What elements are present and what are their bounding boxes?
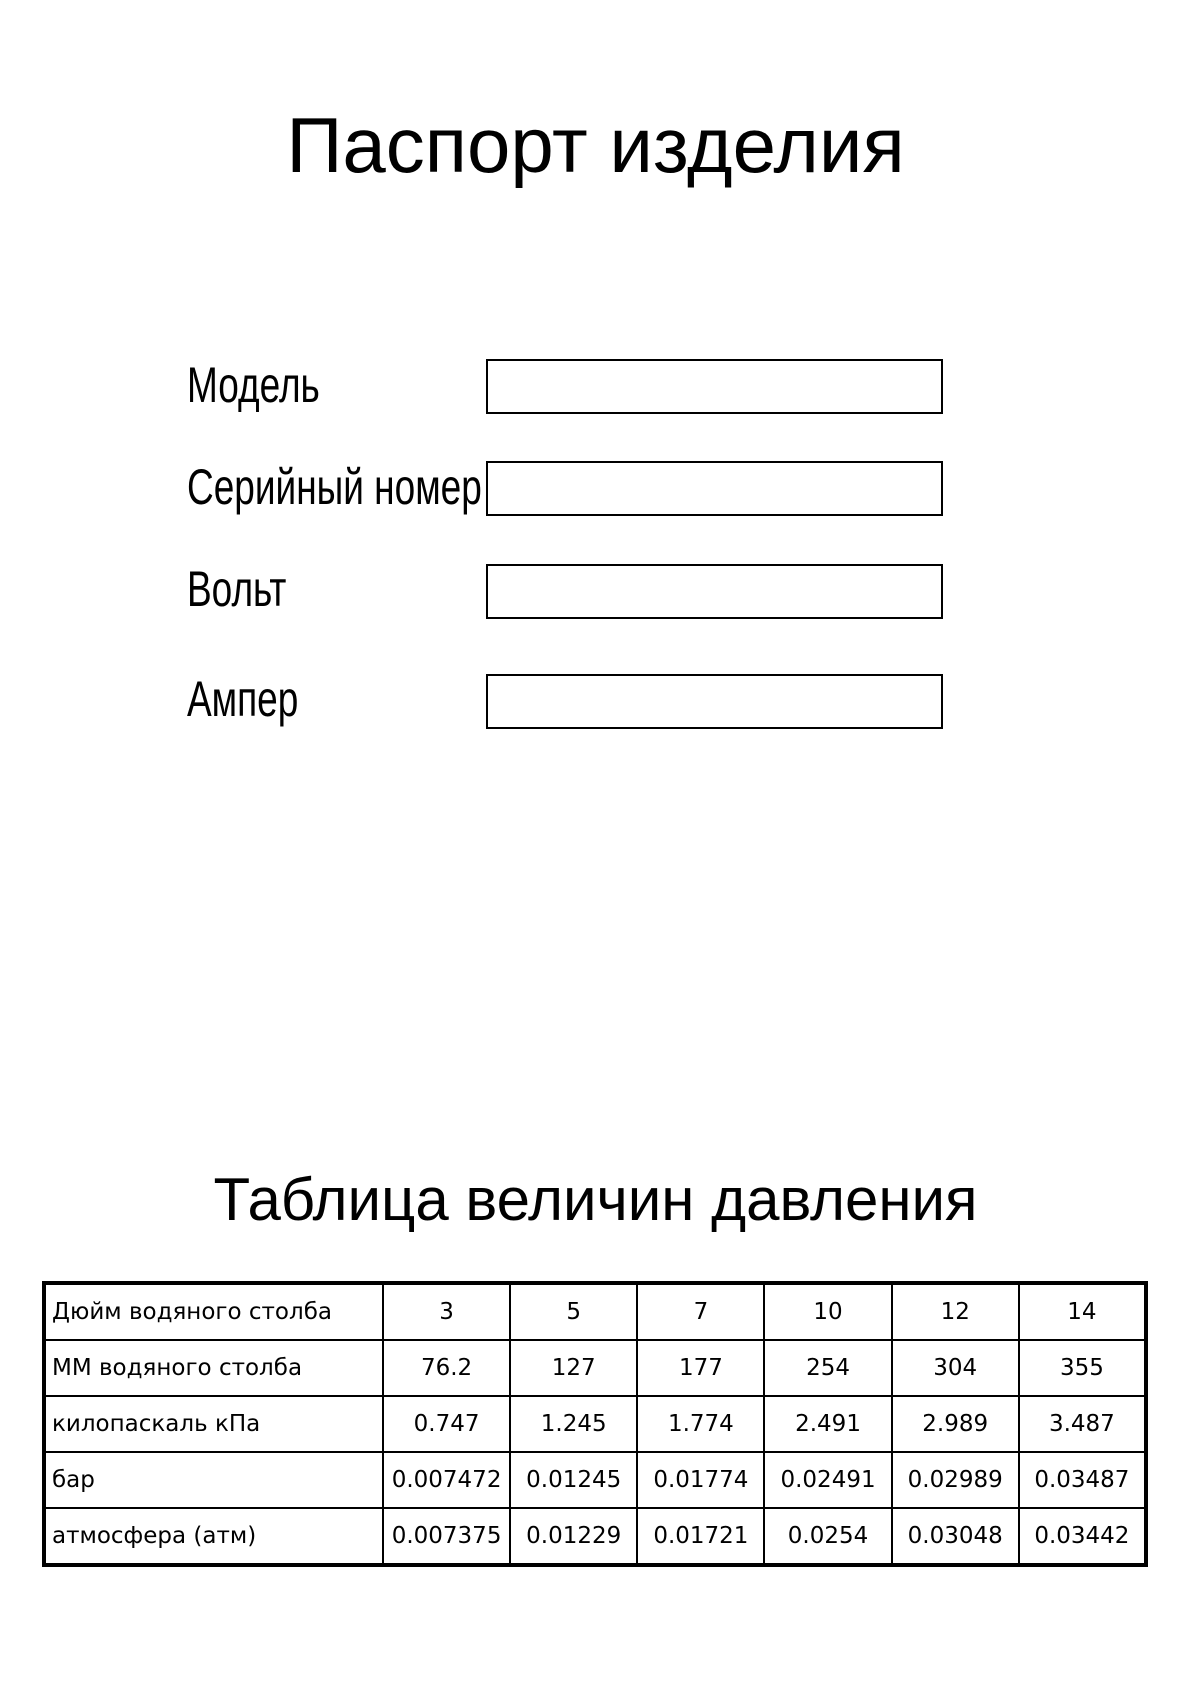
table-cell: 1.774 bbox=[637, 1396, 764, 1452]
table-cell: 177 bbox=[637, 1340, 764, 1396]
table-cell: 3 bbox=[383, 1283, 510, 1340]
table-cell: 2.491 bbox=[764, 1396, 891, 1452]
field-label-volt: Вольт bbox=[187, 561, 287, 617]
table-row bbox=[44, 1508, 1146, 1565]
table-cell: 2.989 bbox=[892, 1396, 1019, 1452]
row-label: Дюйм водяного столба bbox=[44, 1283, 383, 1340]
table-cell: 76.2 bbox=[383, 1340, 510, 1396]
row-label: ММ водяного столба bbox=[44, 1340, 383, 1396]
table-cell: 0.007375 bbox=[383, 1508, 510, 1565]
pressure-table-title: Таблица величин давления bbox=[213, 1166, 978, 1233]
table-cell: 0.01774 bbox=[637, 1452, 764, 1508]
serial-number-field[interactable] bbox=[486, 461, 943, 516]
table-cell: 0.747 bbox=[383, 1396, 510, 1452]
row-label: бар bbox=[44, 1452, 383, 1508]
table-cell: 7 bbox=[637, 1283, 764, 1340]
ampere-field[interactable] bbox=[486, 674, 943, 729]
table-cell: 5 bbox=[510, 1283, 637, 1340]
model-field[interactable] bbox=[486, 359, 943, 414]
table-row bbox=[44, 1283, 1146, 1340]
table-cell: 12 bbox=[892, 1283, 1019, 1340]
table-row bbox=[44, 1396, 1146, 1452]
volt-field[interactable] bbox=[486, 564, 943, 619]
table-cell: 0.0254 bbox=[764, 1508, 891, 1565]
table-cell: 254 bbox=[764, 1340, 891, 1396]
table-cell: 0.01229 bbox=[510, 1508, 637, 1565]
page-title: Паспорт изделия bbox=[286, 101, 905, 189]
table-cell: 0.01245 bbox=[510, 1452, 637, 1508]
pressure-table bbox=[42, 1281, 1148, 1567]
table-cell: 0.007472 bbox=[383, 1452, 510, 1508]
table-cell: 304 bbox=[892, 1340, 1019, 1396]
field-label-model: Модель bbox=[187, 357, 320, 413]
table-cell: 14 bbox=[1019, 1283, 1146, 1340]
table-cell: 3.487 bbox=[1019, 1396, 1146, 1452]
table-row bbox=[44, 1340, 1146, 1396]
field-label-serial: Серийный номер bbox=[187, 459, 482, 515]
table-cell: 0.02989 bbox=[892, 1452, 1019, 1508]
table-row bbox=[44, 1452, 1146, 1508]
table-cell: 0.03487 bbox=[1019, 1452, 1146, 1508]
table-cell: 355 bbox=[1019, 1340, 1146, 1396]
row-label: атмосфера (атм) bbox=[44, 1508, 383, 1565]
field-label-ampere: Ампер bbox=[187, 671, 299, 727]
table-cell: 0.01721 bbox=[637, 1508, 764, 1565]
row-label: килопаскаль кПа bbox=[44, 1396, 383, 1452]
table-cell: 0.03442 bbox=[1019, 1508, 1146, 1565]
table-cell: 127 bbox=[510, 1340, 637, 1396]
table-cell: 0.02491 bbox=[764, 1452, 891, 1508]
table-cell: 10 bbox=[764, 1283, 891, 1340]
table-cell: 0.03048 bbox=[892, 1508, 1019, 1565]
table-cell: 1.245 bbox=[510, 1396, 637, 1452]
